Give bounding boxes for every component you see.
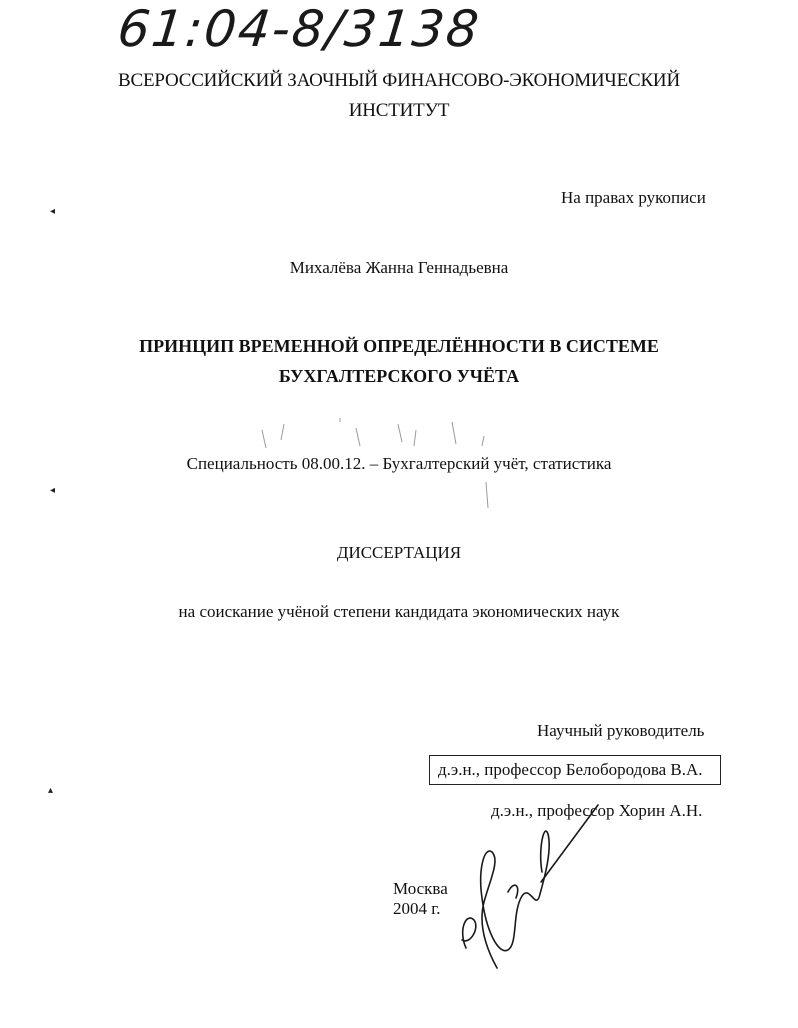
signature-icon (462, 805, 598, 968)
thesis-title-line2: БУХГАЛТЕРСКОГО УЧЁТА (278, 366, 520, 386)
institution-name-line1: ВСЕРОССИЙСКИЙ ЗАОЧНЫЙ ФИНАНСОВО-ЭКОНОМИЧЕСКИЙ (118, 70, 680, 91)
margin-marker-icon: ◂ (50, 206, 56, 217)
margin-marker-icon: ▴ (48, 785, 54, 796)
faint-stamp-marks (262, 418, 488, 508)
supervisor-primary: д.э.н., профессор Белобородова В.А. (438, 760, 703, 779)
thesis-title-line1: ПРИНЦИП ВРЕМЕННОЙ ОПРЕДЕЛЁННОСТИ В СИСТЕМЕ (139, 336, 659, 356)
specialty-line: Специальность 08.00.12. – Бухгалтерский учёт, статистика (186, 454, 612, 473)
supervisor-label: Научный руководитель (537, 721, 705, 740)
degree-line: на соискание учёной степени кандидата экономических наук (178, 602, 620, 621)
author-name: Михалёва Жанна Геннадьевна (289, 258, 509, 277)
supervisor-secondary: д.э.н., профессор Хорин А.Н. (491, 801, 703, 820)
institution-name-line2: ИНСТИТУТ (348, 100, 450, 121)
place-year: 2004 г. (393, 899, 441, 918)
place-city: Москва (393, 879, 448, 898)
handwritten-archive-number: 61:04-8/3138 (114, 0, 484, 58)
manuscript-rights-note: На правах рукописи (561, 188, 706, 207)
document-type-heading: ДИССЕРТАЦИЯ (336, 543, 462, 562)
margin-marker-icon: ◂ (50, 485, 56, 496)
